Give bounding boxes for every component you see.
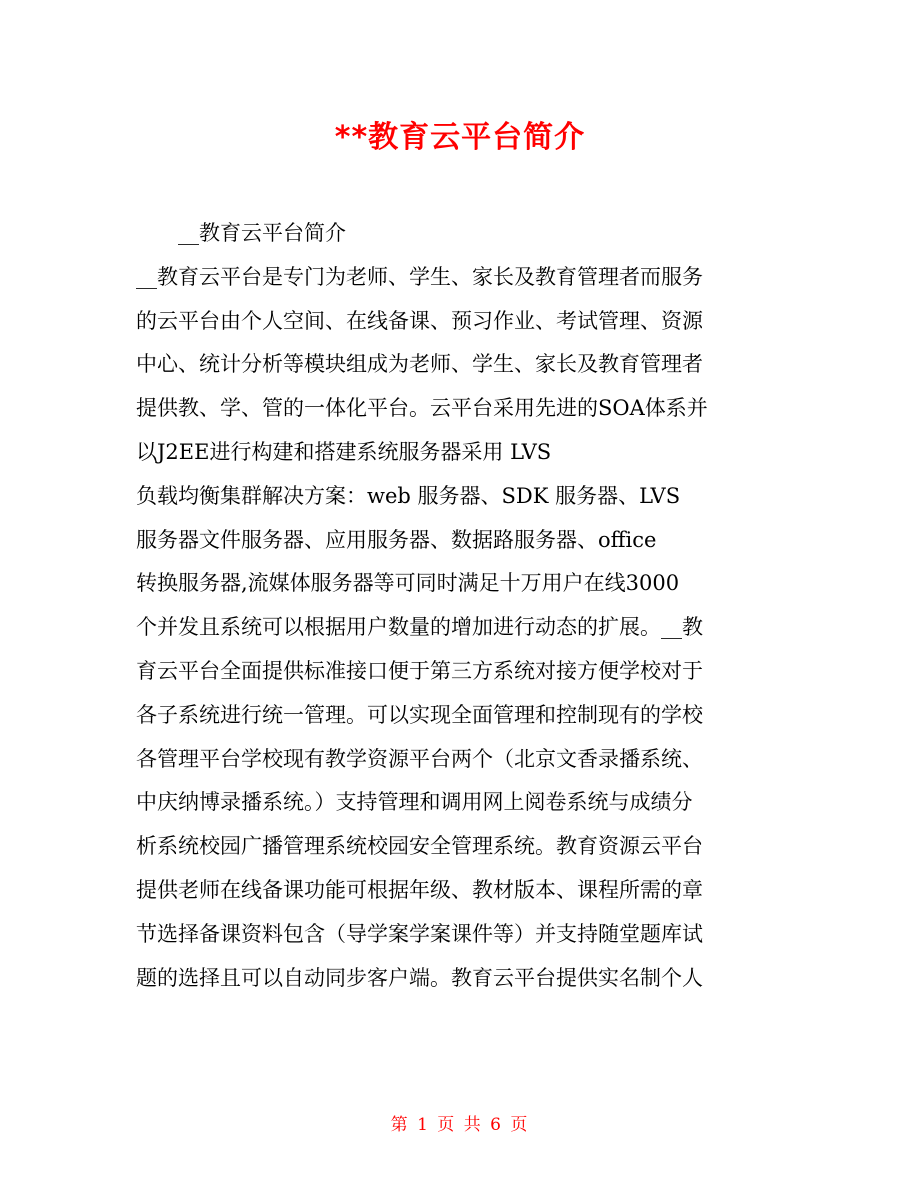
paragraph-line: 中庆纳博录播系统。）支持管理和调用网上阅卷系统与成绩分 (136, 790, 693, 815)
paragraph-line: 提供老师在线备课功能可根据年级、教材版本、课程所需的章 (136, 877, 703, 902)
section-heading: __教育云平台简介 (178, 221, 346, 245)
page-footer: 第 1 页 共 6 页 (390, 1115, 530, 1135)
paragraph-line: 各管理平台学校现有教学资源平台两个（北京文香录播系统、 (136, 746, 703, 771)
paragraph-line: 节选择备课资料包含（导学案学案课件等）并支持随堂题库试 (136, 921, 703, 946)
paragraph-line: 以J2EE进行构建和搭建系统服务器采用 LVS (136, 439, 552, 464)
paragraph-line: 个并发且系统可以根据用户数量的增加进行动态的扩展。__教 (136, 615, 703, 640)
paragraph-line: 服务器文件服务器、应用服务器、数据路服务器、office (136, 527, 657, 552)
paragraph-line: 育云平台全面提供标准接口便于第三方系统对接方便学校对于 (136, 658, 703, 683)
paragraph-line: 各子系统进行统一管理。可以实现全面管理和控制现有的学校 (136, 702, 703, 727)
paragraph-line: 转换服务器,流媒体服务器等可同时满足十万用户在线3000 (136, 571, 680, 596)
paragraph-line: 提供教、学、管的一体化平台。云平台采用先进的SOA体系并 (136, 396, 708, 421)
document-title: **教育云平台简介 (334, 120, 586, 155)
paragraph-line: __教育云平台是专门为老师、学生、家长及教育管理者而服务 (136, 264, 703, 289)
paragraph-line: 的云平台由个人空间、在线备课、预习作业、考试管理、资源 (136, 308, 703, 333)
paragraph-line: 析系统校园广播管理系统校园安全管理系统。教育资源云平台 (136, 834, 703, 859)
document-body (136, 212, 796, 1000)
paragraph-line: 题的选择且可以自动同步客户端。教育云平台提供实名制个人 (136, 965, 703, 990)
paragraph-line: 负载均衡集群解决方案：web 服务器、SDK 服务器、LVS (136, 483, 681, 508)
paragraph-line: 中心、统计分析等模块组成为老师、学生、家长及教育管理者 (136, 352, 703, 377)
